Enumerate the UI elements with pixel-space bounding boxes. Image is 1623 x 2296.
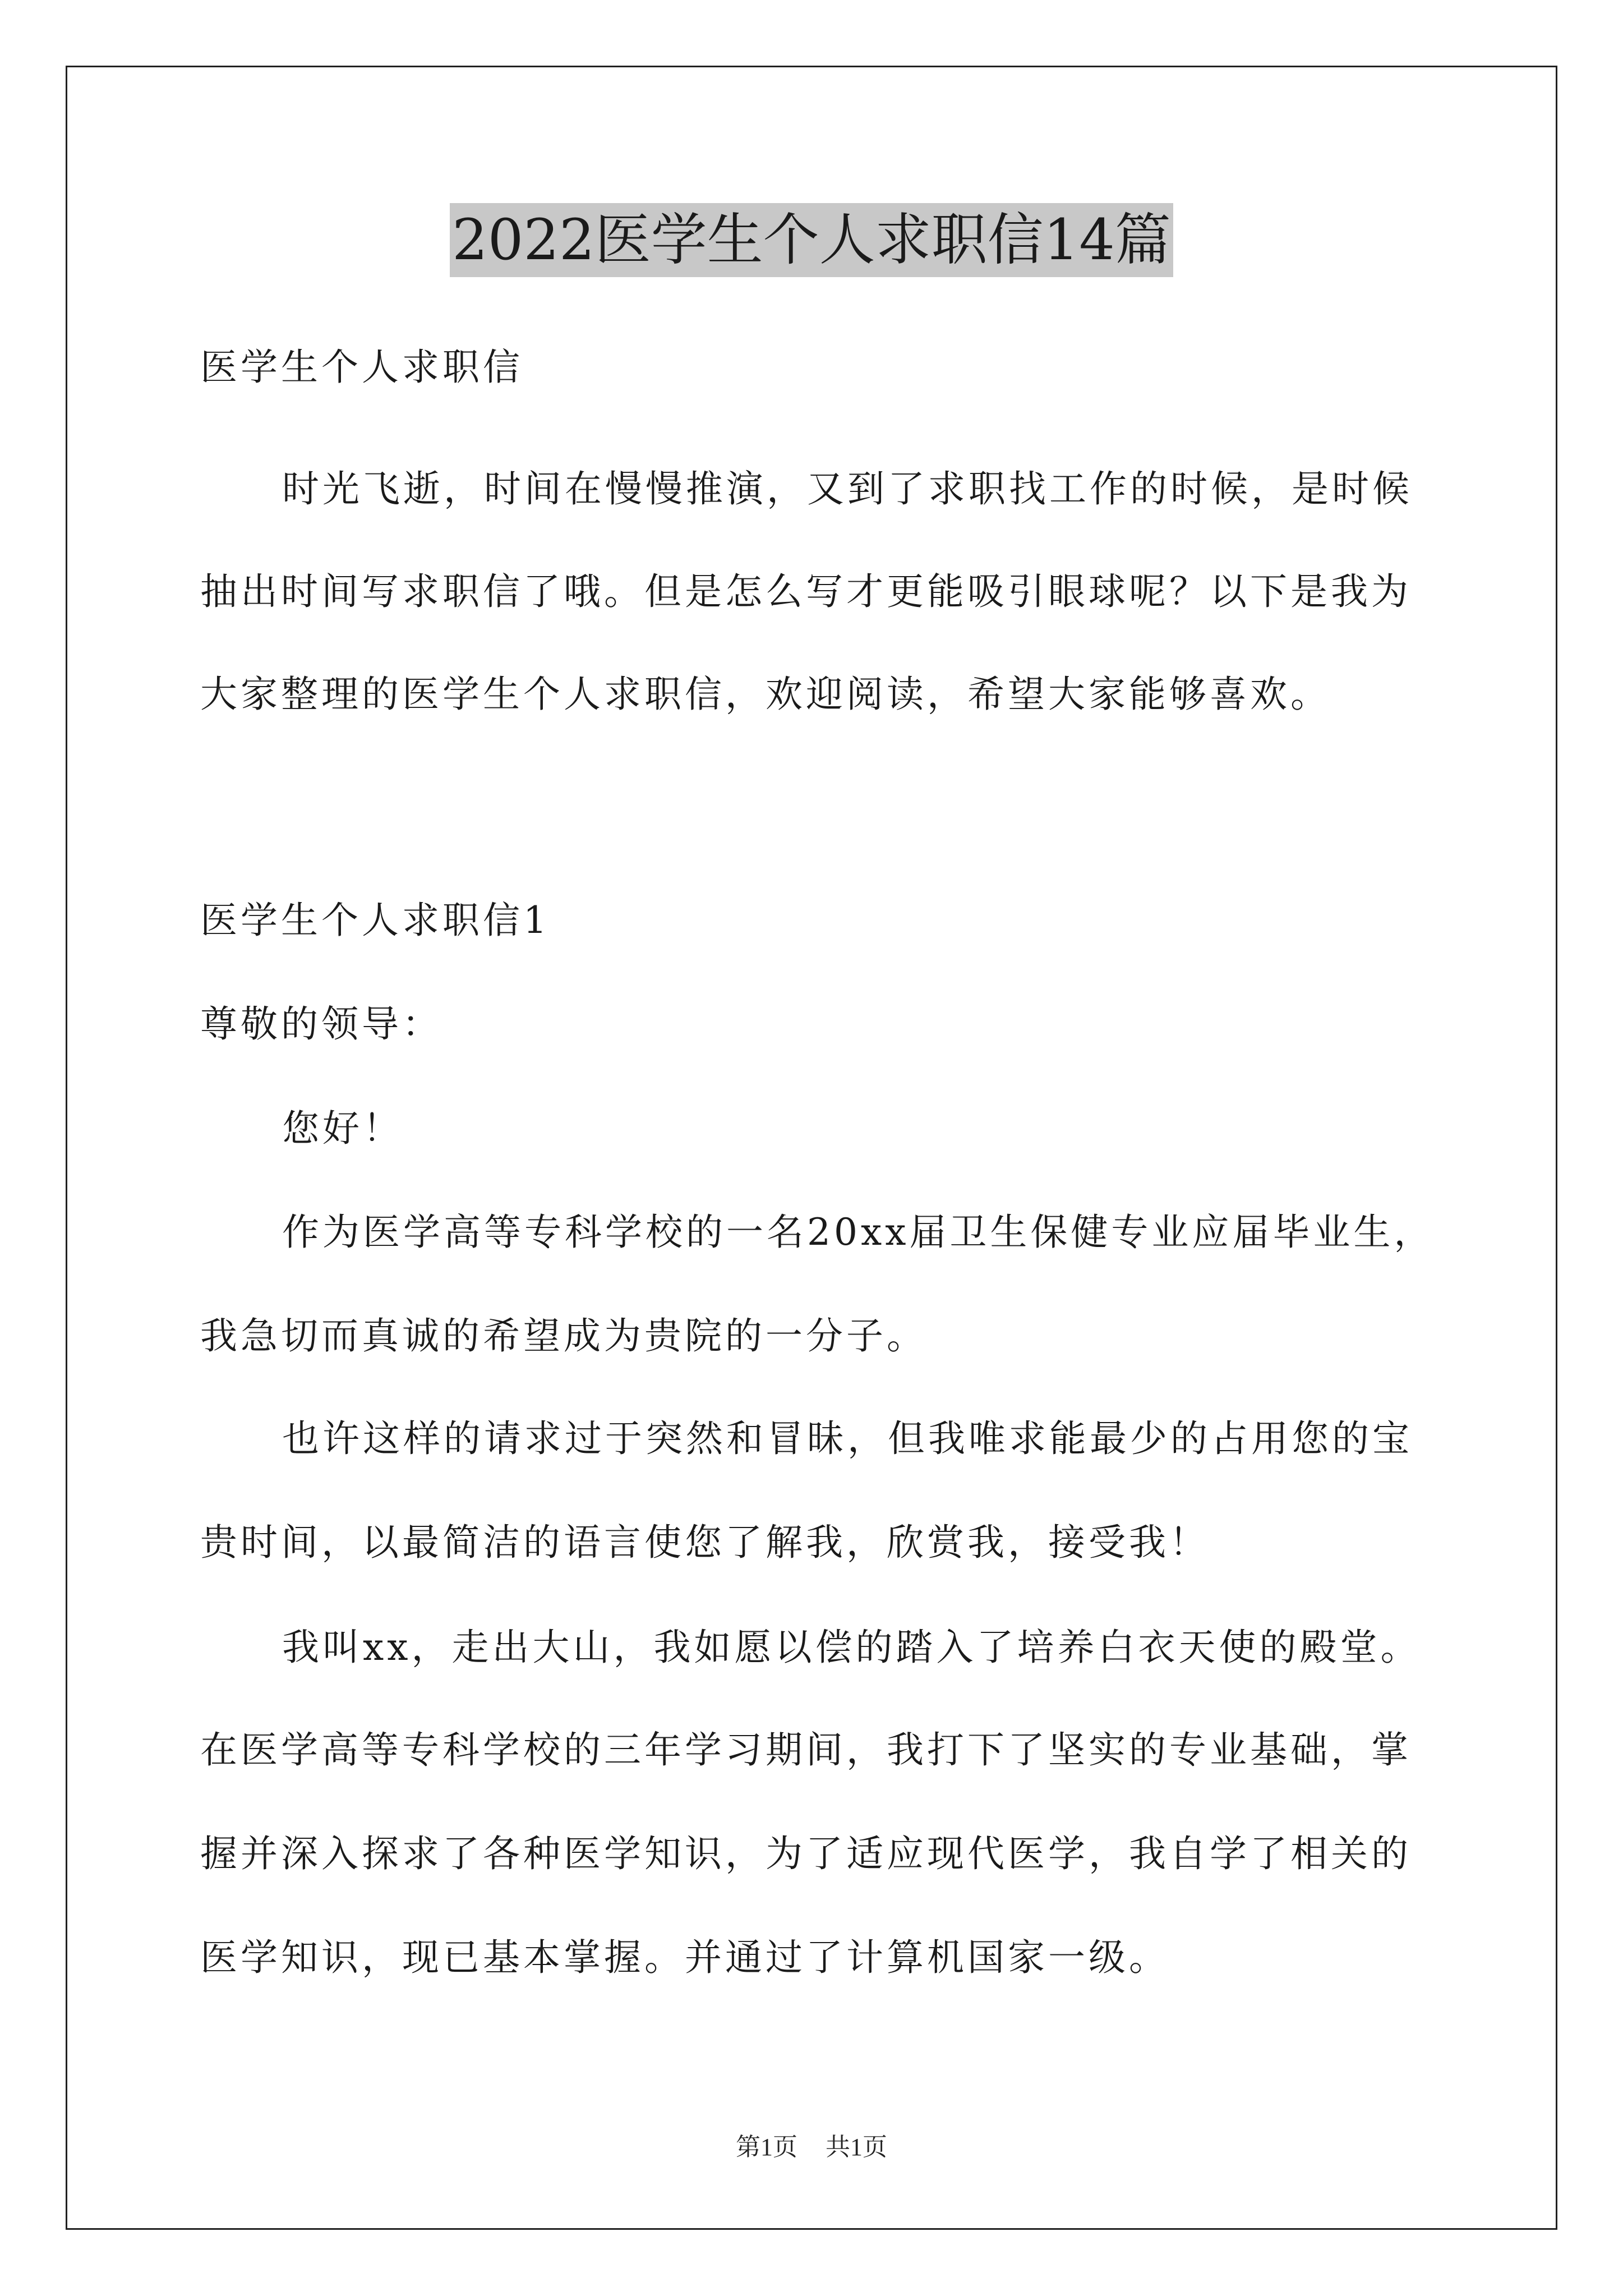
paragraph-line: 时光飞逝，时间在慢慢推演，又到了求职找工作的时候，是时候 (282, 467, 1413, 510)
section-heading: 医学生个人求职信1 (200, 899, 550, 942)
title-container (0, 203, 1623, 277)
paragraph-line: 我叫xx，走出大山，我如愿以偿的踏入了培养白衣天使的殿堂。 (282, 1626, 1421, 1669)
paragraph-line: 握并深入探求了各种医学知识，为了适应现代医学，我自学了相关的 (200, 1832, 1412, 1875)
paragraph-line: 作为医学高等专科学校的一名20xx届卫生保健专业应届毕业生， (282, 1211, 1435, 1254)
greeting: 您好！ (282, 1107, 403, 1150)
section-heading: 医学生个人求职信 (200, 346, 523, 389)
paragraph-line: 贵时间，以最简洁的语言使您了解我，欣赏我，接受我！ (200, 1521, 1210, 1564)
page-footer (0, 2132, 1623, 2163)
paragraph-line: 也许这样的请求过于突然和冒昧，但我唯求能最少的占用您的宝 (282, 1417, 1413, 1460)
paragraph-line: 在医学高等专科学校的三年学习期间，我打下了坚实的专业基础，掌 (200, 1728, 1412, 1772)
paragraph-line: 大家整理的医学生个人求职信，欢迎阅读，希望大家能够喜欢。 (200, 673, 1331, 716)
paragraph-line: 医学知识，现已基本掌握。并通过了计算机国家一级。 (200, 1936, 1169, 1979)
page-total: 共1页 (826, 2133, 887, 2161)
document-title: 2022医学生个人求职信14篇 (450, 203, 1173, 277)
salutation: 尊敬的领导： (200, 1002, 442, 1046)
page-number: 第1页 (736, 2133, 797, 2161)
paragraph-line: 抽出时间写求职信了哦。但是怎么写才更能吸引眼球呢？以下是我为 (200, 570, 1412, 613)
paragraph-line: 我急切而真诚的希望成为贵院的一分子。 (200, 1314, 927, 1358)
